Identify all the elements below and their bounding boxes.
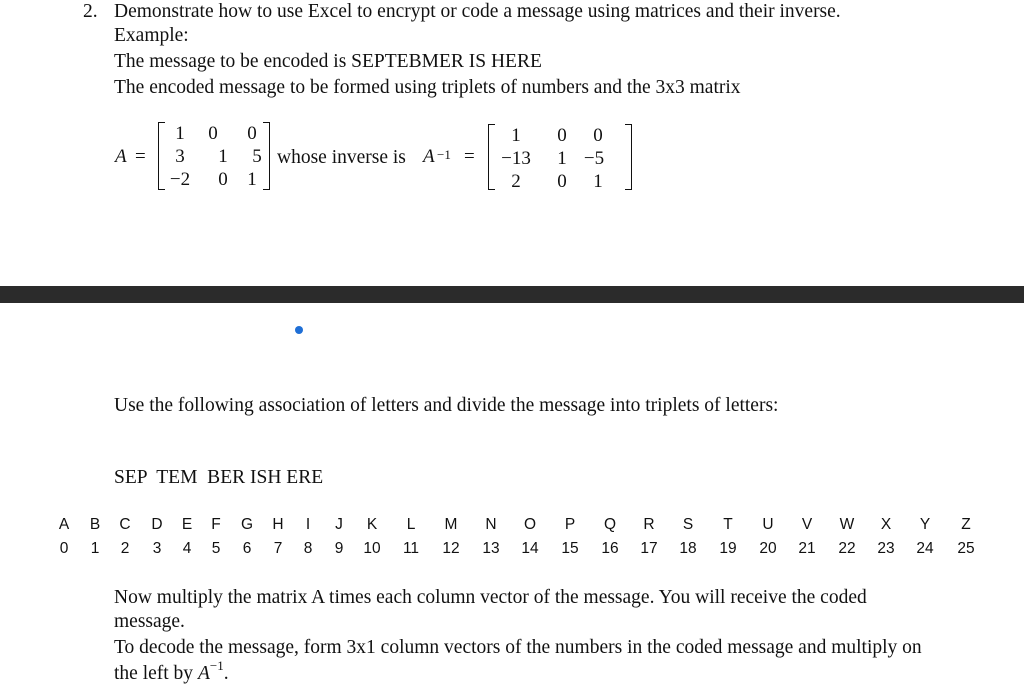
bullet-dot — [295, 326, 303, 334]
number-cell: 22 — [838, 540, 856, 557]
closing-line-1: Now multiply the matrix A times each column vector of the message. You will receive the coded — [114, 587, 867, 608]
matrix-inverse — [488, 122, 632, 192]
matrix-a-cell: 0 — [208, 123, 218, 144]
a-symbol: A — [115, 146, 127, 167]
letter-cell: S — [682, 516, 694, 533]
number-cell: 8 — [303, 540, 313, 557]
matrix-a-cell: 1 — [175, 123, 185, 144]
whose-inverse-text: whose inverse is — [277, 147, 406, 168]
letter-cell: R — [643, 516, 655, 533]
number-cell: 10 — [363, 540, 381, 557]
matrix-intro-line: The encoded message to be formed using triplets of numbers and the 3x3 matrix — [114, 77, 741, 98]
triplets-text: SEP TEM BER ISH ERE — [114, 467, 324, 488]
number-cell: 7 — [273, 540, 283, 557]
matrix-a — [158, 120, 270, 192]
matrix-inv-cell: 1 — [557, 148, 567, 169]
letter-cell: C — [119, 516, 131, 533]
question-title: Demonstrate how to use Excel to encrypt or code a message using matrices and their inverse. — [114, 1, 841, 22]
letter-cell: D — [151, 516, 163, 533]
matrix-inv-cell: 1 — [511, 125, 521, 146]
number-cell: 23 — [877, 540, 895, 557]
letter-cell: V — [801, 516, 813, 533]
closing-line-4-prefix: the left by — [114, 663, 194, 684]
letter-cell: Q — [603, 516, 617, 533]
matrix-a-cell: 0 — [218, 169, 228, 190]
matrix-a-cell: 1 — [247, 169, 257, 190]
letter-cell: E — [181, 516, 193, 533]
matrix-inv-cell: 1 — [593, 171, 603, 192]
letter-cell: G — [240, 516, 254, 533]
equals-sign: = — [464, 146, 475, 167]
closing-line-2: message. — [114, 611, 185, 632]
equals-sign: = — [135, 146, 146, 167]
ainv-superscript: −1 — [437, 147, 451, 162]
letter-cell: N — [485, 516, 497, 533]
letter-cell: K — [366, 516, 378, 533]
letter-cell: I — [305, 516, 311, 533]
closing-ainv-superscript: −1 — [209, 658, 224, 673]
letter-cell: Y — [919, 516, 931, 533]
letter-cell: H — [272, 516, 284, 533]
number-cell: 17 — [640, 540, 658, 557]
number-cell: 4 — [182, 540, 192, 557]
closing-line-3: To decode the message, form 3x1 column vectors of the numbers in the coded message and multiply on — [114, 637, 922, 658]
matrix-inv-cell: 2 — [511, 171, 521, 192]
number-cell: 16 — [601, 540, 619, 557]
number-cell: 6 — [242, 540, 252, 557]
number-cell: 25 — [957, 540, 975, 557]
ainv-symbol: A — [423, 146, 435, 167]
number-cell: 11 — [402, 540, 420, 557]
letter-number-table — [0, 516, 1024, 564]
number-cell: 15 — [561, 540, 579, 557]
number-cell: 14 — [521, 540, 539, 557]
letter-cell: O — [523, 516, 537, 533]
letter-cell: A — [58, 516, 70, 533]
letter-cell: T — [723, 516, 733, 533]
number-cell: 21 — [798, 540, 816, 557]
matrix-a-cell: 0 — [247, 123, 257, 144]
section-divider — [0, 286, 1024, 303]
matrix-a-cell: −2 — [169, 169, 191, 190]
letter-cell: Z — [961, 516, 971, 533]
instruction-text: Use the following association of letters and divide the message into triplets of letters: — [114, 395, 779, 416]
matrix-inv-cell: 0 — [557, 171, 567, 192]
letter-cell: P — [564, 516, 576, 533]
number-cell: 20 — [759, 540, 777, 557]
letter-cell: J — [335, 516, 343, 533]
matrix-a-cell: 5 — [252, 146, 262, 167]
message-line: The message to be encoded is SEPTEBMER IS HERE — [114, 51, 542, 72]
matrix-a-cell: 1 — [218, 146, 228, 167]
matrix-inv-cell: 0 — [593, 125, 603, 146]
matrix-inv-cell: 0 — [557, 125, 567, 146]
letter-cell: F — [211, 516, 221, 533]
closing-period: . — [223, 663, 229, 684]
number-cell: 13 — [482, 540, 500, 557]
question-number: 2. — [83, 1, 98, 22]
letter-cell: X — [880, 516, 892, 533]
letter-cell: W — [839, 516, 855, 533]
matrix-inv-cell: −5 — [583, 148, 605, 169]
number-cell: 18 — [679, 540, 697, 557]
number-cell: 3 — [152, 540, 162, 557]
number-cell: 12 — [442, 540, 460, 557]
number-cell: 0 — [59, 540, 69, 557]
number-cell: 2 — [120, 540, 130, 557]
closing-ainv-symbol: A — [197, 663, 210, 684]
number-cell: 5 — [211, 540, 221, 557]
number-cell: 19 — [719, 540, 737, 557]
number-cell: 24 — [916, 540, 934, 557]
letter-cell: M — [444, 516, 458, 533]
matrix-equation — [0, 0, 1024, 200]
closing-line-4 — [114, 658, 229, 687]
example-label: Example: — [114, 25, 189, 46]
number-cell: 1 — [90, 540, 100, 557]
matrix-inv-cell: −13 — [501, 148, 531, 169]
letter-cell: B — [89, 516, 101, 533]
number-cell: 9 — [334, 540, 344, 557]
letter-cell: U — [762, 516, 774, 533]
letter-cell: L — [406, 516, 416, 533]
matrix-a-cell: 3 — [175, 146, 185, 167]
